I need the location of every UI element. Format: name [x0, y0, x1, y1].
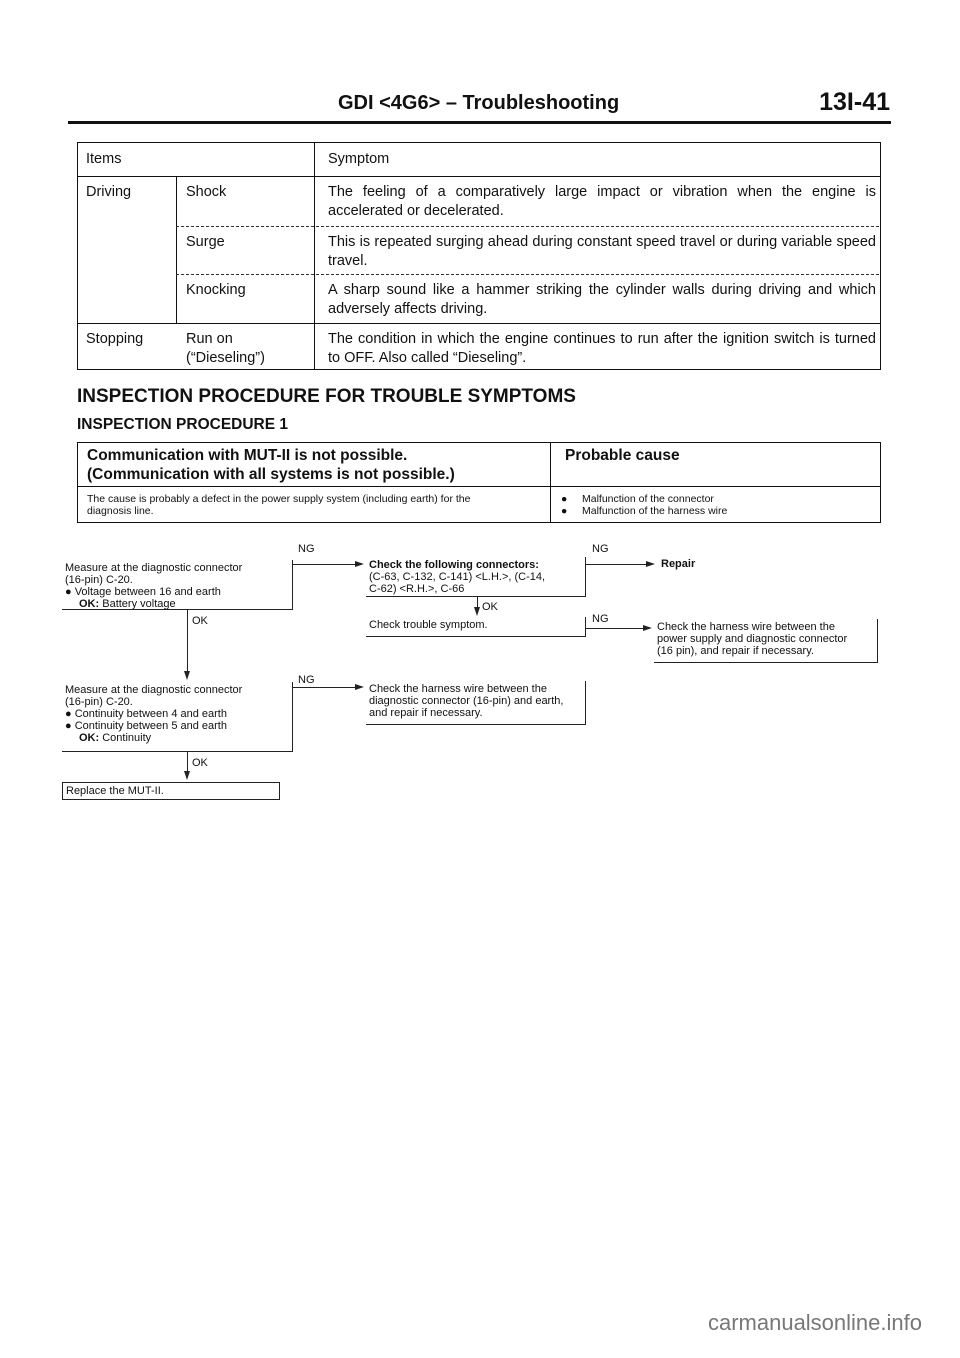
symptom-shock: The feeling of a comparatively large impact or vibration when the engine is accelerated or decelerated. — [328, 184, 876, 219]
flow-connector — [586, 628, 643, 629]
ok-label: OK — [482, 601, 498, 613]
header-rule — [68, 121, 891, 124]
item-run-on: Run on — [186, 331, 233, 347]
table-rule — [78, 323, 880, 324]
arrow-right-icon — [646, 561, 655, 567]
flow-connector — [187, 752, 188, 771]
probable-cause-heading: Probable cause — [565, 447, 680, 464]
procedure-title: INSPECTION PROCEDURE 1 — [77, 416, 289, 433]
table-rule — [176, 274, 879, 275]
flow-connector — [293, 687, 355, 688]
table-rule — [176, 226, 879, 227]
procedure-table — [77, 442, 881, 523]
comm-problem-line1: Communication with MUT-II is not possible. — [87, 447, 408, 464]
table-divider — [176, 176, 177, 323]
ng-label: NG — [298, 543, 315, 555]
category-stopping: Stopping — [86, 331, 144, 347]
flow-connector — [293, 564, 355, 565]
arrow-down-icon — [184, 771, 190, 780]
item-surge: Surge — [186, 234, 225, 250]
page-number: 13I-41 — [819, 88, 890, 116]
table-rule — [78, 486, 880, 487]
flow-box-measure-continuity: Measure at the diagnostic connector (16-pin) C-20. ● Continuity between 4 and earth ● Continuity between 5 and earth OK: Continuity — [62, 682, 293, 752]
flow-connector — [586, 564, 646, 565]
table-rule — [78, 176, 880, 177]
ng-label: NG — [592, 613, 609, 625]
arrow-right-icon — [355, 561, 364, 567]
item-knocking: Knocking — [186, 282, 246, 298]
cause-text-line1: The cause is probably a defect in the power supply system (including earth) for the — [87, 493, 471, 505]
flow-box-harness-power: Check the harness wire between the power supply and diagnostic connector (16 pin), and repair if necessary. — [654, 619, 878, 663]
cause-bullet: Malfunction of the connector — [582, 493, 714, 505]
flow-box-replace: Replace the MUT-II. — [62, 782, 280, 800]
header-symptom: Symptom — [328, 151, 390, 167]
header-items: Items — [86, 151, 122, 167]
cause-text-line2: diagnosis line. — [87, 505, 154, 517]
flow-box-measure-voltage: Measure at the diagnostic connector (16-pin) C-20. ● Voltage between 16 and earth OK: Battery voltage — [62, 560, 293, 610]
cause-bullet: Malfunction of the harness wire — [582, 505, 728, 517]
symptom-knocking: A sharp sound like a hammer striking the cylinder walls during driving and which adversely affects driving. — [328, 282, 876, 317]
section-title: INSPECTION PROCEDURE FOR TROUBLE SYMPTOMS — [77, 386, 576, 407]
repair-label: Repair — [661, 558, 696, 570]
item-shock: Shock — [186, 184, 227, 200]
symptom-table — [77, 142, 881, 370]
ng-label: NG — [298, 674, 315, 686]
ng-label: NG — [592, 543, 609, 555]
symptom-surge: This is repeated surging ahead during constant speed travel or during variable speed travel. — [328, 234, 876, 269]
flow-connector — [187, 610, 188, 671]
ok-label: OK — [192, 615, 208, 627]
arrow-right-icon — [643, 625, 652, 631]
arrow-down-icon — [184, 671, 190, 680]
flow-box-check-connectors: Check the following connectors: (C-63, C-132, C-141) <L.H.>, (C-14, C-62) <R.H.>, C-66 — [366, 557, 586, 597]
flow-connector — [477, 597, 478, 607]
item-run-on-sub: (“Dieseling”) — [186, 350, 265, 366]
page-title: GDI <4G6> – Troubleshooting — [338, 92, 620, 114]
ok-label: OK — [192, 757, 208, 769]
bullet-icon: ● — [561, 505, 568, 517]
symptom-run-on: The condition in which the engine continues to run after the ignition switch is turned to OFF. Also called “Dieseling”. — [328, 331, 876, 366]
table-divider — [550, 443, 551, 522]
bullet-icon: ● — [561, 493, 568, 505]
category-driving: Driving — [86, 184, 132, 200]
watermark: carmanualsonline.info — [707, 1310, 922, 1335]
flow-box-harness-earth: Check the harness wire between the diagnostic connector (16-pin) and earth, and repair if necessary. — [366, 681, 586, 725]
comm-problem-line2: (Communication with all systems is not possible.) — [87, 466, 455, 483]
arrow-down-icon — [474, 607, 480, 616]
flow-box-check-symptom: Check trouble symptom. — [366, 617, 586, 637]
arrow-right-icon — [355, 684, 364, 690]
